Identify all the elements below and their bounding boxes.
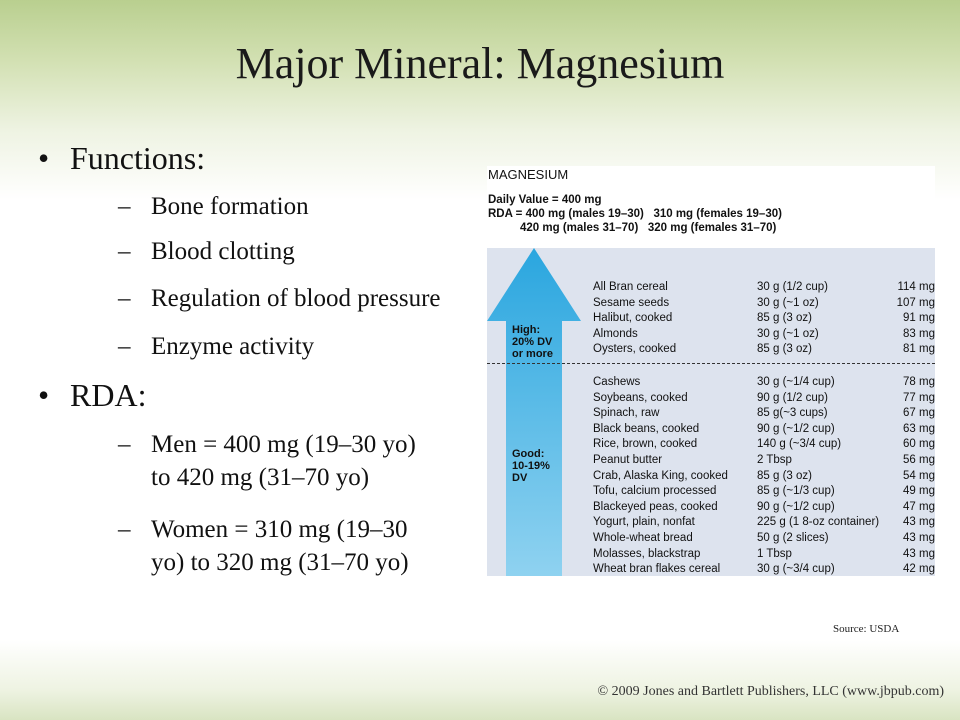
food-serving: 30 g (~1 oz)	[757, 296, 819, 309]
food-amount: 60 mg	[903, 438, 935, 451]
daily-value: Daily Value = 400 mg	[488, 194, 602, 206]
food-amount: 42 mg	[903, 563, 935, 576]
sub-item-text: Regulation of blood pressure	[151, 285, 441, 312]
slide-title: Major Mineral: Magnesium	[235, 39, 725, 88]
food-row	[593, 327, 935, 342]
food-amount: 56 mg	[903, 454, 935, 466]
bullet-rda	[38, 377, 146, 414]
food-row	[593, 562, 935, 577]
up-arrow-icon	[487, 248, 587, 576]
food-name: Oysters, cooked	[593, 343, 677, 356]
rda-men-line1: Men = 400 mg (19–30 yo)	[151, 431, 416, 458]
food-row	[593, 484, 935, 499]
food-amount: 107 mg	[896, 296, 935, 309]
food-serving: 90 g (1/2 cup)	[757, 391, 828, 404]
food-amount: 54 mg	[903, 469, 935, 482]
food-serving: 85 g (3 oz)	[757, 312, 812, 325]
food-serving: 30 g (1/2 cup)	[757, 281, 828, 293]
food-amount: 114 mg	[897, 281, 935, 293]
sub-item: – Bone formation	[118, 190, 309, 223]
food-name: Rice, brown, cooked	[593, 438, 698, 451]
figure-body	[487, 248, 935, 576]
food-name: All Bran cereal	[593, 281, 668, 293]
food-amount: 43 mg	[903, 516, 935, 529]
food-amount: 49 mg	[903, 485, 935, 498]
food-name: Yogurt, plain, nonfat	[593, 516, 695, 529]
sub-item-text: Enzyme activity	[151, 333, 315, 360]
food-name: Almonds	[593, 327, 638, 340]
food-serving: 85 g (~1/3 cup)	[757, 485, 835, 498]
food-name: Sesame seeds	[593, 296, 670, 309]
food-name: Wheat bran flakes cereal	[593, 563, 721, 576]
bullet-rda-label: RDA:	[70, 377, 147, 413]
magnesium-food-sources-figure	[487, 166, 935, 576]
food-serving: 85 g(~3 cups)	[757, 407, 828, 420]
food-row	[593, 515, 935, 530]
food-serving: 85 g (3 oz)	[757, 469, 812, 482]
sub-item-text: Blood clotting	[151, 238, 295, 265]
food-name: Crab, Alaska King, cooked	[593, 469, 728, 482]
bullet-functions	[38, 140, 205, 177]
food-row	[593, 375, 935, 390]
food-name: Whole-wheat bread	[593, 532, 693, 544]
sub-item-women: – Women = 310 mg (19–30 yo) to 320 mg (31–70 yo)	[118, 516, 409, 576]
food-row	[593, 547, 935, 562]
food-amount: 43 mg	[903, 547, 935, 560]
food-row	[593, 311, 935, 326]
food-amount: 91 mg	[903, 312, 935, 325]
bullet-dot: •	[38, 140, 50, 176]
food-serving: 30 g (~3/4 cup)	[757, 563, 835, 576]
food-serving: 30 g (~1 oz)	[757, 327, 819, 340]
food-row	[593, 500, 935, 515]
food-serving: 30 g (~1/4 cup)	[757, 376, 835, 388]
food-name: Molasses, blackstrap	[593, 547, 701, 560]
food-name: Spinach, raw	[593, 407, 660, 420]
rda-men-line2: to 420 mg (31–70 yo)	[151, 464, 370, 491]
sub-item-text: Bone formation	[151, 193, 309, 220]
food-amount: 43 mg	[903, 532, 935, 544]
bullet-dot: •	[38, 377, 50, 413]
food-row	[593, 469, 935, 484]
food-serving: 50 g (2 slices)	[757, 532, 829, 544]
food-name: Blackeyed peas, cooked	[593, 500, 718, 513]
food-name: Peanut butter	[593, 454, 663, 466]
source-note: Source: USDA	[833, 623, 900, 635]
food-serving: 140 g (~3/4 cup)	[757, 438, 842, 451]
food-name: Cashews	[593, 376, 641, 388]
food-row	[593, 406, 935, 421]
food-name: Halibut, cooked	[593, 312, 673, 325]
bullet-functions-label: Functions:	[70, 140, 206, 176]
figure-name: MAGNESIUM	[488, 167, 569, 182]
food-name: Tofu, calcium processed	[593, 485, 717, 498]
food-amount: 77 mg	[903, 391, 935, 404]
food-serving: 90 g (~1/2 cup)	[757, 422, 835, 435]
food-serving: 2 Tbsp	[757, 454, 792, 466]
dv-divider-line	[487, 363, 935, 364]
food-serving: 85 g (3 oz)	[757, 343, 812, 356]
rda-line1: RDA = 400 mg (males 19–30) 310 mg (females 19–30)	[488, 208, 782, 220]
sub-item: – Regulation of blood pressure	[118, 282, 441, 315]
figure-header	[487, 166, 935, 248]
sub-item: – Enzyme activity	[118, 330, 314, 363]
sub-item-men: – Men = 400 mg (19–30 yo) to 420 mg (31–70 yo)	[118, 431, 416, 491]
food-row	[593, 453, 935, 468]
food-row	[593, 296, 935, 311]
food-amount: 83 mg	[903, 327, 935, 340]
sub-item: – Blood clotting	[118, 235, 295, 268]
food-row	[593, 280, 935, 295]
food-serving: 225 g (1 8-oz container)	[757, 516, 880, 529]
good-label: Good: 10-19% DV	[512, 448, 550, 484]
food-row	[593, 531, 935, 546]
rda-women-line2: yo) to 320 mg (31–70 yo)	[151, 549, 409, 576]
food-amount: 81 mg	[903, 343, 935, 356]
rda-line2: 420 mg (males 31–70) 320 mg (females 31–70)	[520, 222, 777, 234]
food-amount: 78 mg	[903, 376, 935, 388]
rda-women-line1: Women = 310 mg (19–30	[151, 516, 408, 543]
food-row	[593, 422, 935, 437]
copyright-notice: © 2009 Jones and Bartlett Publishers, LLC (www.jbpub.com)	[597, 684, 944, 699]
food-serving: 1 Tbsp	[757, 547, 792, 560]
food-amount: 67 mg	[903, 407, 935, 420]
food-name: Black beans, cooked	[593, 422, 700, 435]
food-name: Soybeans, cooked	[593, 391, 688, 404]
food-row	[593, 342, 935, 357]
food-amount: 63 mg	[903, 422, 935, 435]
food-serving: 90 g (~1/2 cup)	[757, 500, 835, 513]
food-row	[593, 437, 935, 452]
high-label: High: 20% DV or more	[512, 324, 553, 360]
food-row	[593, 391, 935, 406]
food-amount: 47 mg	[903, 500, 935, 513]
